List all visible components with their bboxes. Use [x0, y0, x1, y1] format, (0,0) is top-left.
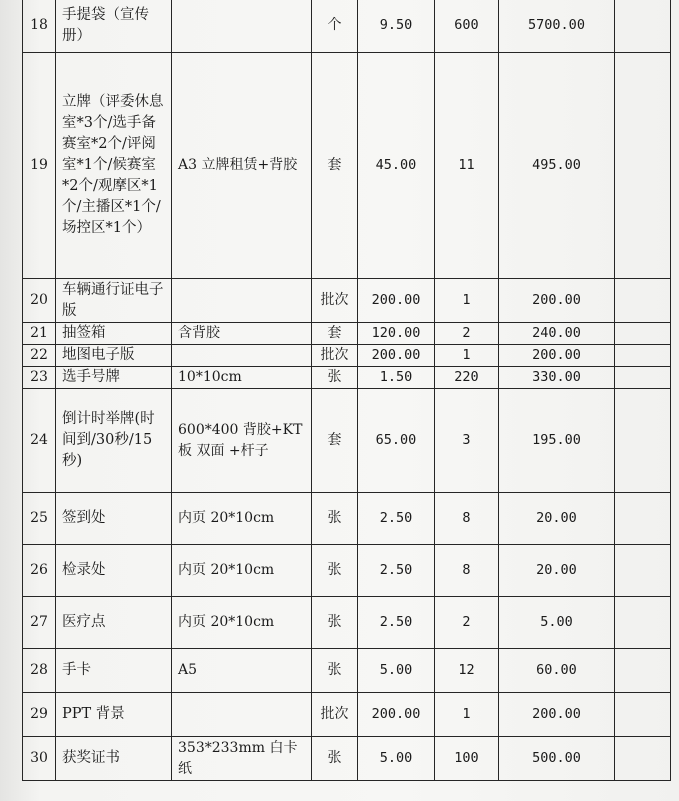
item-spec — [172, 279, 312, 323]
quantity: 12 — [435, 649, 499, 693]
item-unit: 张 — [312, 597, 358, 649]
item-name: 车辆通行证电子版 — [56, 279, 172, 323]
item-spec — [172, 693, 312, 737]
quantity: 8 — [435, 545, 499, 597]
line-total: 195.00 — [499, 389, 615, 493]
remark-cell — [615, 545, 671, 597]
item-unit: 张 — [312, 367, 358, 389]
item-name: 抽签箱 — [56, 323, 172, 345]
unit-price: 65.00 — [358, 389, 435, 493]
quotation-table — [22, 0, 671, 781]
table-row — [23, 737, 671, 781]
quantity: 8 — [435, 493, 499, 545]
item-unit: 套 — [312, 323, 358, 345]
item-unit: 张 — [312, 493, 358, 545]
remark-cell — [615, 493, 671, 545]
remark-cell — [615, 323, 671, 345]
item-spec: 600*400 背胶+KT板 双面 +杆子 — [172, 389, 312, 493]
item-spec: 10*10cm — [172, 367, 312, 389]
item-spec: 含背胶 — [172, 323, 312, 345]
item-name: 手卡 — [56, 649, 172, 693]
item-name: 选手号牌 — [56, 367, 172, 389]
item-name: 签到处 — [56, 493, 172, 545]
item-name: 手提袋（宣传册） — [56, 0, 172, 53]
unit-price: 2.50 — [358, 597, 435, 649]
remark-cell — [615, 693, 671, 737]
line-total: 200.00 — [499, 345, 615, 367]
table-row — [23, 649, 671, 693]
row-number: 28 — [23, 649, 56, 693]
line-total: 495.00 — [499, 53, 615, 279]
remark-cell — [615, 389, 671, 493]
item-spec — [172, 0, 312, 53]
quantity: 1 — [435, 693, 499, 737]
item-unit: 张 — [312, 649, 358, 693]
table-row — [23, 323, 671, 345]
line-total: 20.00 — [499, 545, 615, 597]
item-spec: 内页 20*10cm — [172, 493, 312, 545]
remark-cell — [615, 737, 671, 781]
row-number: 25 — [23, 493, 56, 545]
quantity: 2 — [435, 323, 499, 345]
row-number: 18 — [23, 0, 56, 53]
item-spec: A5 — [172, 649, 312, 693]
row-number: 24 — [23, 389, 56, 493]
quantity: 600 — [435, 0, 499, 53]
line-total: 500.00 — [499, 737, 615, 781]
row-number: 23 — [23, 367, 56, 389]
item-unit: 套 — [312, 389, 358, 493]
row-number: 20 — [23, 279, 56, 323]
unit-price: 1.50 — [358, 367, 435, 389]
row-number: 19 — [23, 53, 56, 279]
item-unit: 个 — [312, 0, 358, 53]
table-row — [23, 389, 671, 493]
unit-price: 200.00 — [358, 693, 435, 737]
item-unit: 套 — [312, 53, 358, 279]
unit-price: 5.00 — [358, 737, 435, 781]
item-spec: 内页 20*10cm — [172, 545, 312, 597]
item-spec — [172, 345, 312, 367]
item-unit: 批次 — [312, 345, 358, 367]
item-unit: 张 — [312, 737, 358, 781]
unit-price: 9.50 — [358, 0, 435, 53]
remark-cell — [615, 367, 671, 389]
quantity: 1 — [435, 279, 499, 323]
table-row — [23, 279, 671, 323]
item-name: PPT 背景 — [56, 693, 172, 737]
quantity: 220 — [435, 367, 499, 389]
remark-cell — [615, 649, 671, 693]
line-total: 200.00 — [499, 693, 615, 737]
row-number: 26 — [23, 545, 56, 597]
table-row — [23, 367, 671, 389]
line-total: 5.00 — [499, 597, 615, 649]
item-unit: 批次 — [312, 693, 358, 737]
item-spec: A3 立牌租赁+背胶 — [172, 53, 312, 279]
table-row — [23, 545, 671, 597]
row-number: 29 — [23, 693, 56, 737]
remark-cell — [615, 279, 671, 323]
line-total: 330.00 — [499, 367, 615, 389]
item-spec: 内页 20*10cm — [172, 597, 312, 649]
remark-cell — [615, 597, 671, 649]
quantity: 100 — [435, 737, 499, 781]
quantity: 11 — [435, 53, 499, 279]
unit-price: 45.00 — [358, 53, 435, 279]
line-total: 240.00 — [499, 323, 615, 345]
table-row — [23, 693, 671, 737]
unit-price: 200.00 — [358, 345, 435, 367]
row-number: 22 — [23, 345, 56, 367]
unit-price: 5.00 — [358, 649, 435, 693]
unit-price: 120.00 — [358, 323, 435, 345]
item-spec: 353*233mm 白卡纸 — [172, 737, 312, 781]
table-row — [23, 493, 671, 545]
line-total: 60.00 — [499, 649, 615, 693]
quantity: 1 — [435, 345, 499, 367]
item-unit: 张 — [312, 545, 358, 597]
item-unit: 批次 — [312, 279, 358, 323]
quantity: 3 — [435, 389, 499, 493]
item-name: 立牌（评委休息室*3个/选手备赛室*2个/评阅室*1个/候赛室*2个/观摩区*1个/主播区*1个/场控区*1个） — [56, 53, 172, 279]
line-total: 200.00 — [499, 279, 615, 323]
row-number: 21 — [23, 323, 56, 345]
unit-price: 200.00 — [358, 279, 435, 323]
quantity: 2 — [435, 597, 499, 649]
remark-cell — [615, 0, 671, 53]
remark-cell — [615, 53, 671, 279]
row-number: 30 — [23, 737, 56, 781]
line-total: 20.00 — [499, 493, 615, 545]
line-total: 5700.00 — [499, 0, 615, 53]
item-name: 倒计时举牌(时间到/30秒/15秒) — [56, 389, 172, 493]
unit-price: 2.50 — [358, 545, 435, 597]
item-name: 地图电子版 — [56, 345, 172, 367]
row-number: 27 — [23, 597, 56, 649]
remark-cell — [615, 345, 671, 367]
table-row — [23, 53, 671, 279]
item-name: 医疗点 — [56, 597, 172, 649]
table-row — [23, 345, 671, 367]
table-row — [23, 597, 671, 649]
item-name: 获奖证书 — [56, 737, 172, 781]
table-row — [23, 0, 671, 53]
item-name: 检录处 — [56, 545, 172, 597]
unit-price: 2.50 — [358, 493, 435, 545]
